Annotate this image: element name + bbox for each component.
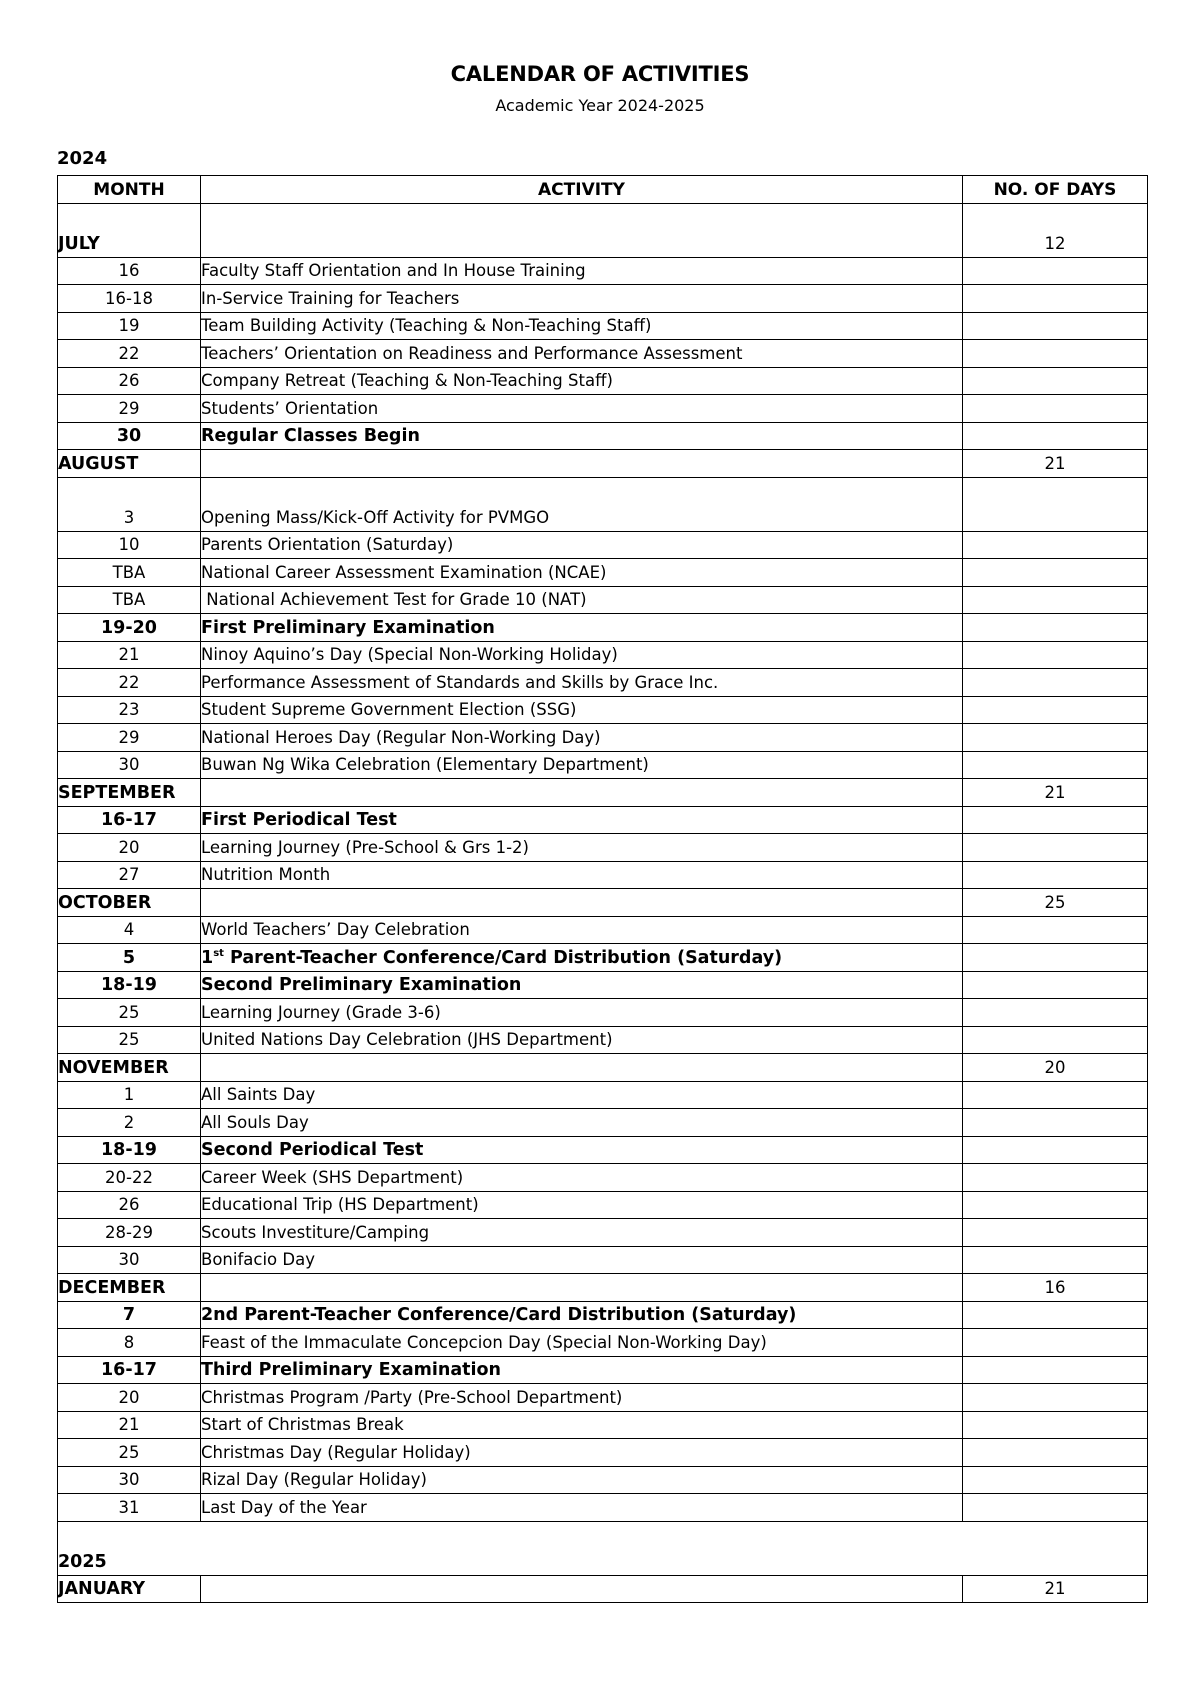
activity-row (58, 806, 1148, 834)
activity-row (58, 257, 1148, 285)
month-row (58, 450, 1148, 478)
activity-row (58, 1219, 1148, 1247)
activity-cell: Teachers’ Orientation on Readiness and Performance Assessment (201, 340, 963, 368)
days-cell (963, 477, 1148, 531)
day-cell: TBA (58, 586, 201, 614)
activity-row (58, 944, 1148, 972)
activity-row (58, 1026, 1148, 1054)
day-cell: 25 (58, 1439, 201, 1467)
day-cell: 19 (58, 312, 201, 340)
activity-row (58, 312, 1148, 340)
activity-cell (201, 1274, 963, 1302)
day-cell: 30 (58, 1246, 201, 1274)
days-cell (963, 641, 1148, 669)
activity-row (58, 1411, 1148, 1439)
day-cell: 16-17 (58, 1356, 201, 1384)
activity-cell: Third Preliminary Examination (201, 1356, 963, 1384)
days-cell (963, 1301, 1148, 1329)
activity-cell: National Heroes Day (Regular Non-Working Day) (201, 724, 963, 752)
activity-cell: Nutrition Month (201, 861, 963, 889)
activity-cell: Buwan Ng Wika Celebration (Elementary Department) (201, 751, 963, 779)
activity-cell (201, 779, 963, 807)
activity-cell: Educational Trip (HS Department) (201, 1191, 963, 1219)
days-cell (963, 395, 1148, 423)
activity-cell: National Career Assessment Examination (NCAE) (201, 559, 963, 587)
days-cell (963, 1164, 1148, 1192)
days-cell (963, 916, 1148, 944)
day-cell: 20 (58, 834, 201, 862)
days-count: 12 (963, 203, 1148, 257)
activity-row (58, 834, 1148, 862)
days-cell (963, 669, 1148, 697)
activity-row (58, 696, 1148, 724)
activity-cell: First Periodical Test (201, 806, 963, 834)
month-row (58, 1274, 1148, 1302)
month-label: OCTOBER (58, 889, 201, 917)
days-cell (963, 999, 1148, 1027)
activity-row (58, 1081, 1148, 1109)
days-cell (963, 861, 1148, 889)
day-cell: 16 (58, 257, 201, 285)
activity-cell: All Souls Day (201, 1109, 963, 1137)
days-cell (963, 257, 1148, 285)
days-cell (963, 834, 1148, 862)
activity-cell: Last Day of the Year (201, 1494, 963, 1522)
day-cell: 30 (58, 422, 201, 450)
day-cell: 27 (58, 861, 201, 889)
activity-row (58, 477, 1148, 531)
activity-cell (201, 203, 963, 257)
activity-cell: Rizal Day (Regular Holiday) (201, 1466, 963, 1494)
activity-cell: Christmas Program /Party (Pre-School Department) (201, 1384, 963, 1412)
ordinal-number: 1 (201, 947, 214, 968)
days-cell (963, 559, 1148, 587)
day-cell: 2 (58, 1109, 201, 1137)
day-cell: 23 (58, 696, 201, 724)
month-row (58, 889, 1148, 917)
day-cell: 20 (58, 1384, 201, 1412)
activity-cell: Regular Classes Begin (201, 422, 963, 450)
activity-cell: 2nd Parent-Teacher Conference/Card Distribution (Saturday) (201, 1301, 963, 1329)
days-cell (963, 312, 1148, 340)
day-cell: TBA (58, 559, 201, 587)
days-cell (963, 1329, 1148, 1357)
days-cell (963, 696, 1148, 724)
days-cell (963, 285, 1148, 313)
activity-cell: Student Supreme Government Election (SSG) (201, 696, 963, 724)
day-cell: 10 (58, 531, 201, 559)
activity-row (58, 999, 1148, 1027)
activity-row (58, 1136, 1148, 1164)
day-cell: 20-22 (58, 1164, 201, 1192)
month-label: JULY (58, 203, 201, 257)
days-cell (963, 1384, 1148, 1412)
activity-row (58, 422, 1148, 450)
days-cell (963, 1411, 1148, 1439)
activity-cell: Learning Journey (Grade 3-6) (201, 999, 963, 1027)
day-cell: 22 (58, 340, 201, 368)
day-cell: 28-29 (58, 1219, 201, 1247)
month-label: AUGUST (58, 450, 201, 478)
days-cell (963, 340, 1148, 368)
activity-row (58, 1164, 1148, 1192)
day-cell: 29 (58, 724, 201, 752)
days-cell (963, 1246, 1148, 1274)
activity-row (58, 367, 1148, 395)
page-subtitle: Academic Year 2024-2025 (495, 96, 705, 115)
days-cell (963, 614, 1148, 642)
month-label: SEPTEMBER (58, 779, 201, 807)
days-cell (963, 1356, 1148, 1384)
days-cell (963, 531, 1148, 559)
day-cell: 30 (58, 1466, 201, 1494)
activity-row (58, 916, 1148, 944)
column-header-days: NO. OF DAYS (963, 176, 1148, 204)
activity-cell: United Nations Day Celebration (JHS Department) (201, 1026, 963, 1054)
activity-row (58, 1301, 1148, 1329)
activity-cell: Performance Assessment of Standards and Skills by Grace Inc. (201, 669, 963, 697)
activity-cell: In-Service Training for Teachers (201, 285, 963, 313)
column-header-activity: ACTIVITY (201, 176, 963, 204)
day-cell: 22 (58, 669, 201, 697)
days-cell (963, 751, 1148, 779)
days-cell (963, 806, 1148, 834)
activity-row (58, 285, 1148, 313)
activity-cell: Ninoy Aquino’s Day (Special Non-Working Holiday) (201, 641, 963, 669)
column-header-month: MONTH (58, 176, 201, 204)
activity-cell: Parents Orientation (Saturday) (201, 531, 963, 559)
day-cell: 25 (58, 1026, 201, 1054)
activity-cell: Faculty Staff Orientation and In House Training (201, 257, 963, 285)
day-cell: 18-19 (58, 1136, 201, 1164)
activity-cell (201, 450, 963, 478)
day-cell: 18-19 (58, 971, 201, 999)
days-cell (963, 367, 1148, 395)
days-cell (963, 1494, 1148, 1522)
ordinal-suffix: st (213, 947, 224, 959)
day-cell: 26 (58, 1191, 201, 1219)
days-count: 20 (963, 1054, 1148, 1082)
month-row (58, 1054, 1148, 1082)
activity-cell: Team Building Activity (Teaching & Non-Teaching Staff) (201, 312, 963, 340)
days-cell (963, 422, 1148, 450)
day-cell: 30 (58, 751, 201, 779)
activity-cell: Second Periodical Test (201, 1136, 963, 1164)
day-cell: 8 (58, 1329, 201, 1357)
activity-cell: Learning Journey (Pre-School & Grs 1-2) (201, 834, 963, 862)
days-cell (963, 1191, 1148, 1219)
activity-row (58, 1439, 1148, 1467)
activity-row (58, 1356, 1148, 1384)
day-cell: 1 (58, 1081, 201, 1109)
activity-cell: Career Week (SHS Department) (201, 1164, 963, 1192)
activity-cell: Feast of the Immaculate Concepcion Day (Special Non-Working Day) (201, 1329, 963, 1357)
activity-cell: First Preliminary Examination (201, 614, 963, 642)
day-cell: 16-17 (58, 806, 201, 834)
day-cell: 29 (58, 395, 201, 423)
activity-cell (201, 889, 963, 917)
calendar-body (58, 203, 1148, 1603)
days-count: 21 (963, 779, 1148, 807)
activity-row (58, 614, 1148, 642)
day-cell: 31 (58, 1494, 201, 1522)
days-cell (963, 971, 1148, 999)
activity-row (58, 724, 1148, 752)
activity-cell: Company Retreat (Teaching & Non-Teaching Staff) (201, 367, 963, 395)
days-count: 25 (963, 889, 1148, 917)
days-cell (963, 1136, 1148, 1164)
activity-row (58, 1329, 1148, 1357)
year-label: 2024 (57, 148, 108, 169)
activity-cell: Scouts Investiture/Camping (201, 1219, 963, 1247)
day-cell: 7 (58, 1301, 201, 1329)
days-cell (963, 1219, 1148, 1247)
page-title: CALENDAR OF ACTIVITIES (450, 62, 750, 86)
activity-text: Parent-Teacher Conference/Card Distribution (Saturday) (223, 947, 783, 968)
activity-cell (201, 944, 963, 972)
days-cell (963, 1109, 1148, 1137)
year-label: 2025 (58, 1521, 1148, 1575)
activity-row (58, 1246, 1148, 1274)
year-row (58, 1521, 1148, 1575)
activity-row (58, 586, 1148, 614)
activity-cell: Bonifacio Day (201, 1246, 963, 1274)
days-count: 16 (963, 1274, 1148, 1302)
activity-cell (201, 1575, 963, 1603)
activity-cell: World Teachers’ Day Celebration (201, 916, 963, 944)
days-cell (963, 724, 1148, 752)
day-cell: 19-20 (58, 614, 201, 642)
days-cell (963, 1439, 1148, 1467)
activity-row (58, 1109, 1148, 1137)
activity-cell: National Achievement Test for Grade 10 (NAT) (201, 586, 963, 614)
days-cell (963, 1466, 1148, 1494)
activity-row (58, 340, 1148, 368)
month-row (58, 1575, 1148, 1603)
activity-cell (201, 1054, 963, 1082)
activity-row (58, 751, 1148, 779)
days-cell (963, 1081, 1148, 1109)
activity-row (58, 641, 1148, 669)
activity-row (58, 559, 1148, 587)
activity-row (58, 1191, 1148, 1219)
calendar-table (57, 175, 1148, 1603)
activity-row (58, 861, 1148, 889)
activity-cell: Second Preliminary Examination (201, 971, 963, 999)
days-count: 21 (963, 1575, 1148, 1603)
month-label: NOVEMBER (58, 1054, 201, 1082)
days-count: 21 (963, 450, 1148, 478)
table-header-row (58, 176, 1148, 204)
month-label: JANUARY (58, 1575, 201, 1603)
activity-row (58, 531, 1148, 559)
day-cell: 21 (58, 1411, 201, 1439)
activity-row (58, 1494, 1148, 1522)
month-row (58, 203, 1148, 257)
day-cell: 5 (58, 944, 201, 972)
activity-cell: All Saints Day (201, 1081, 963, 1109)
activity-row (58, 971, 1148, 999)
day-cell: 25 (58, 999, 201, 1027)
day-cell: 21 (58, 641, 201, 669)
day-cell: 4 (58, 916, 201, 944)
activity-cell: Start of Christmas Break (201, 1411, 963, 1439)
month-label: DECEMBER (58, 1274, 201, 1302)
month-row (58, 779, 1148, 807)
activity-row (58, 1466, 1148, 1494)
activity-cell: Opening Mass/Kick-Off Activity for PVMGO (201, 477, 963, 531)
day-cell: 3 (58, 477, 201, 531)
activity-cell: Christmas Day (Regular Holiday) (201, 1439, 963, 1467)
activity-row (58, 395, 1148, 423)
days-cell (963, 586, 1148, 614)
days-cell (963, 944, 1148, 972)
days-cell (963, 1026, 1148, 1054)
day-cell: 26 (58, 367, 201, 395)
activity-cell: Students’ Orientation (201, 395, 963, 423)
activity-row (58, 1384, 1148, 1412)
day-cell: 16-18 (58, 285, 201, 313)
activity-row (58, 669, 1148, 697)
